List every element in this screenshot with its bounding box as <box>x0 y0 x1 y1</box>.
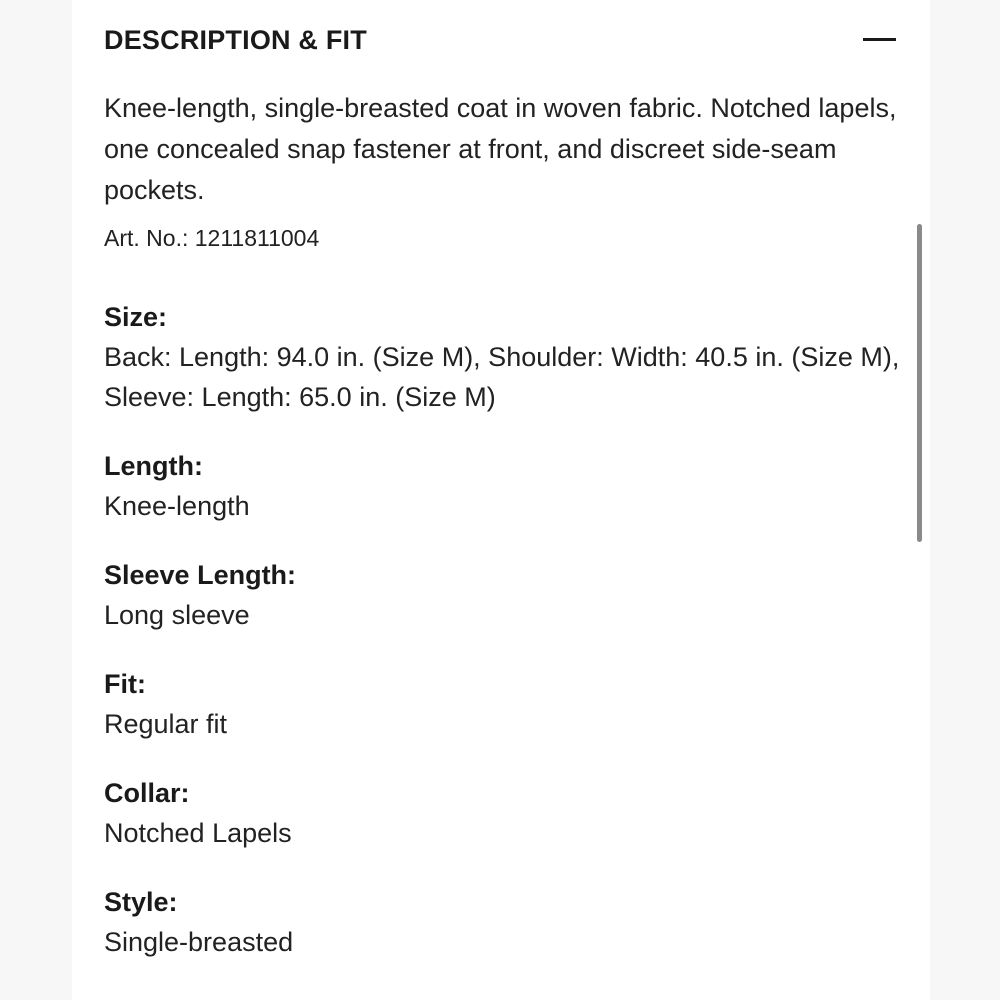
attribute-value: Long sleeve <box>104 600 250 630</box>
minus-icon <box>863 38 896 41</box>
section-content <box>104 88 904 991</box>
scrollbar-thumb[interactable] <box>917 224 922 542</box>
attribute-value: Regular fit <box>104 709 228 739</box>
attribute-size <box>104 297 904 417</box>
attribute-value: Knee-length <box>104 491 250 521</box>
attribute-label: Length: <box>104 451 203 481</box>
attribute-style <box>104 882 904 962</box>
attribute-fit <box>104 664 904 744</box>
attribute-value: Single-breasted <box>104 927 294 957</box>
collapse-button[interactable] <box>862 22 898 58</box>
attribute-value: Notched Lapels <box>104 818 292 848</box>
article-number: Art. No.: 1211811004 <box>104 225 320 251</box>
attribute-value: Back: Length: 94.0 in. (Size M), Shoulder: Width: 40.5 in. (Size M), Sleeve: Length: 65.0 in. (Size M) <box>104 342 900 412</box>
attribute-sleeve-length <box>104 555 904 635</box>
attribute-label: Size: <box>104 302 168 332</box>
attribute-label: Collar: <box>104 778 190 808</box>
product-description: Knee-length, single-breasted coat in woven fabric. Notched lapels, one concealed snap fastener at front, and discreet side-seam pockets. <box>104 93 897 205</box>
attribute-label: Sleeve Length: <box>104 560 297 590</box>
description-fit-panel <box>72 0 930 1000</box>
section-header[interactable] <box>104 22 898 58</box>
attribute-collar <box>104 773 904 853</box>
section-title: DESCRIPTION & FIT <box>104 25 367 55</box>
attribute-length <box>104 446 904 526</box>
attribute-label: Style: <box>104 887 178 917</box>
attribute-label: Fit: <box>104 669 146 699</box>
attribute-list <box>104 297 904 962</box>
